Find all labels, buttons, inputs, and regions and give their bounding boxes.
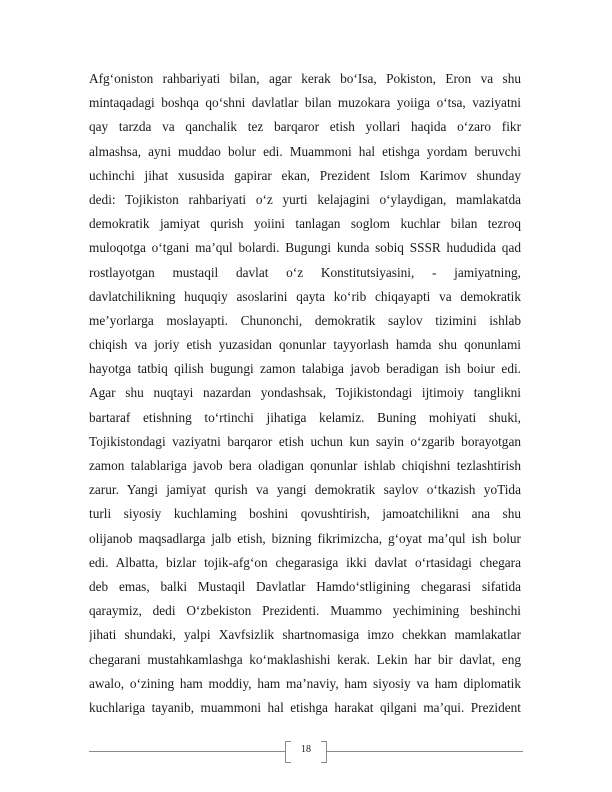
text-line: demokratik jamiyat qurish yoiini tanlagan soglom kuchlar bilan tezroq <box>89 216 521 232</box>
text-line: davlatchilikning huquqiy asoslarini qayta ko‘rib chiqayapti va demokratik <box>89 288 521 304</box>
text-line: zarur. Yangi jamiyat qurish va yangi demokratik saylov o‘tkazish yoTida <box>89 482 521 498</box>
text-line: almashsa, ayni muddao bolur edi. Muammoni hal etishga yordam beruvchi <box>89 143 521 159</box>
text-line: Tojikistondagi vaziyatni barqaror etish uchun kun sayin o‘zgarib borayotgan <box>89 433 521 449</box>
text-line: hayotga tatbiq qilish bugungi zamon talabiga javob beradigan ish boiur edi. <box>89 361 521 377</box>
text-line: bartaraf etishning to‘rtinchi jihatiga kelamiz. Buning mohiyati shuki, <box>89 409 521 425</box>
text-line: mintaqadagi boshqa qo‘shni davlatlar bilan muzokara yoiiga o‘tsa, vaziyatni <box>89 95 521 111</box>
text-line: qaraymiz, dedi O‘zbekiston Prezidenti. Muammo yechimining beshinchi <box>89 603 521 619</box>
text-line: Afg‘oniston rahbariyati bilan, agar kerak bo‘Isa, Pokiston, Eron va shu <box>89 71 521 86</box>
text-line: me’yorlarga moslayapti. Chunonchi, demokratik saylov tizimini ishlab <box>89 312 521 328</box>
footer-rule-right <box>327 751 523 752</box>
text-line: uchinchi jihat xususida gapirar ekan, Prezident Islom Karimov shunday <box>89 167 521 183</box>
text-line: zamon talablariga javob bera oladigan qonunlar ishlab chiqishni tezlashtirish <box>89 458 521 473</box>
text-line: deb emas, balki Mustaqil Davlatlar Hamdo‘stligining chegarasi sifatida <box>89 578 521 594</box>
page-number: 18 <box>301 744 311 755</box>
text-line: dedi: Tojikiston rahbariyati o‘z yurti kelajagini o‘ylaydigan, mamlakatda <box>89 191 521 207</box>
page-number-bracket-left <box>285 741 291 763</box>
text-line: awalo, o‘zining ham moddiy, ham ma’naviy, ham siyosiy va ham diplomatik <box>89 675 521 691</box>
page-footer <box>89 740 523 762</box>
text-line: Agar shu nuqtayi nazardan yondashsak, Tojikistondagi ijtimoiy tanglikni <box>89 385 521 401</box>
text-line: qay tarzda va qanchalik tez barqaror etish yollari haqida o‘zaro fikr <box>89 119 521 135</box>
footer-rule-left <box>89 751 285 752</box>
text-line: turli siyosiy kuchlaming boshini qovushtirish, jamoatchilikni ana shu <box>89 506 521 522</box>
text-line: rostlayotgan mustaqil davlat o‘z Konstitutsiyasini, - jamiyatning, <box>89 264 521 280</box>
text-line: chiqish va joriy etish yuzasidan qonunlar tayyorlash hamda shu qonunlami <box>89 337 521 353</box>
page-body <box>89 67 521 720</box>
text-line: jihati shundaki, yalpi Xavfsizlik shartnomasiga imzo chekkan mamlakatlar <box>89 627 521 643</box>
page-number-bracket-right <box>321 741 327 763</box>
text-line: edi. Albatta, bizlar tojik-afg‘on chegarasiga ikki davlat o‘rtasidagi chegara <box>89 554 521 570</box>
text-line: muloqotga o‘tgani ma’qul bolardi. Bugungi kunda sobiq SSSR hududida qad <box>89 240 521 256</box>
text-line: chegarani mustahkamlashga ko‘maklashishi kerak. Lekin har bir davlat, eng <box>89 651 521 667</box>
text-line: olijanob maqsadlarga jalb etish, bizning fikrimizcha, g‘oyat ma’qul ish bolur <box>89 530 521 546</box>
body-paragraph <box>89 67 521 720</box>
text-line: kuchlariga tayanib, muammoni hal etishga harakat qilgani ma’qui. Prezident <box>89 699 521 715</box>
